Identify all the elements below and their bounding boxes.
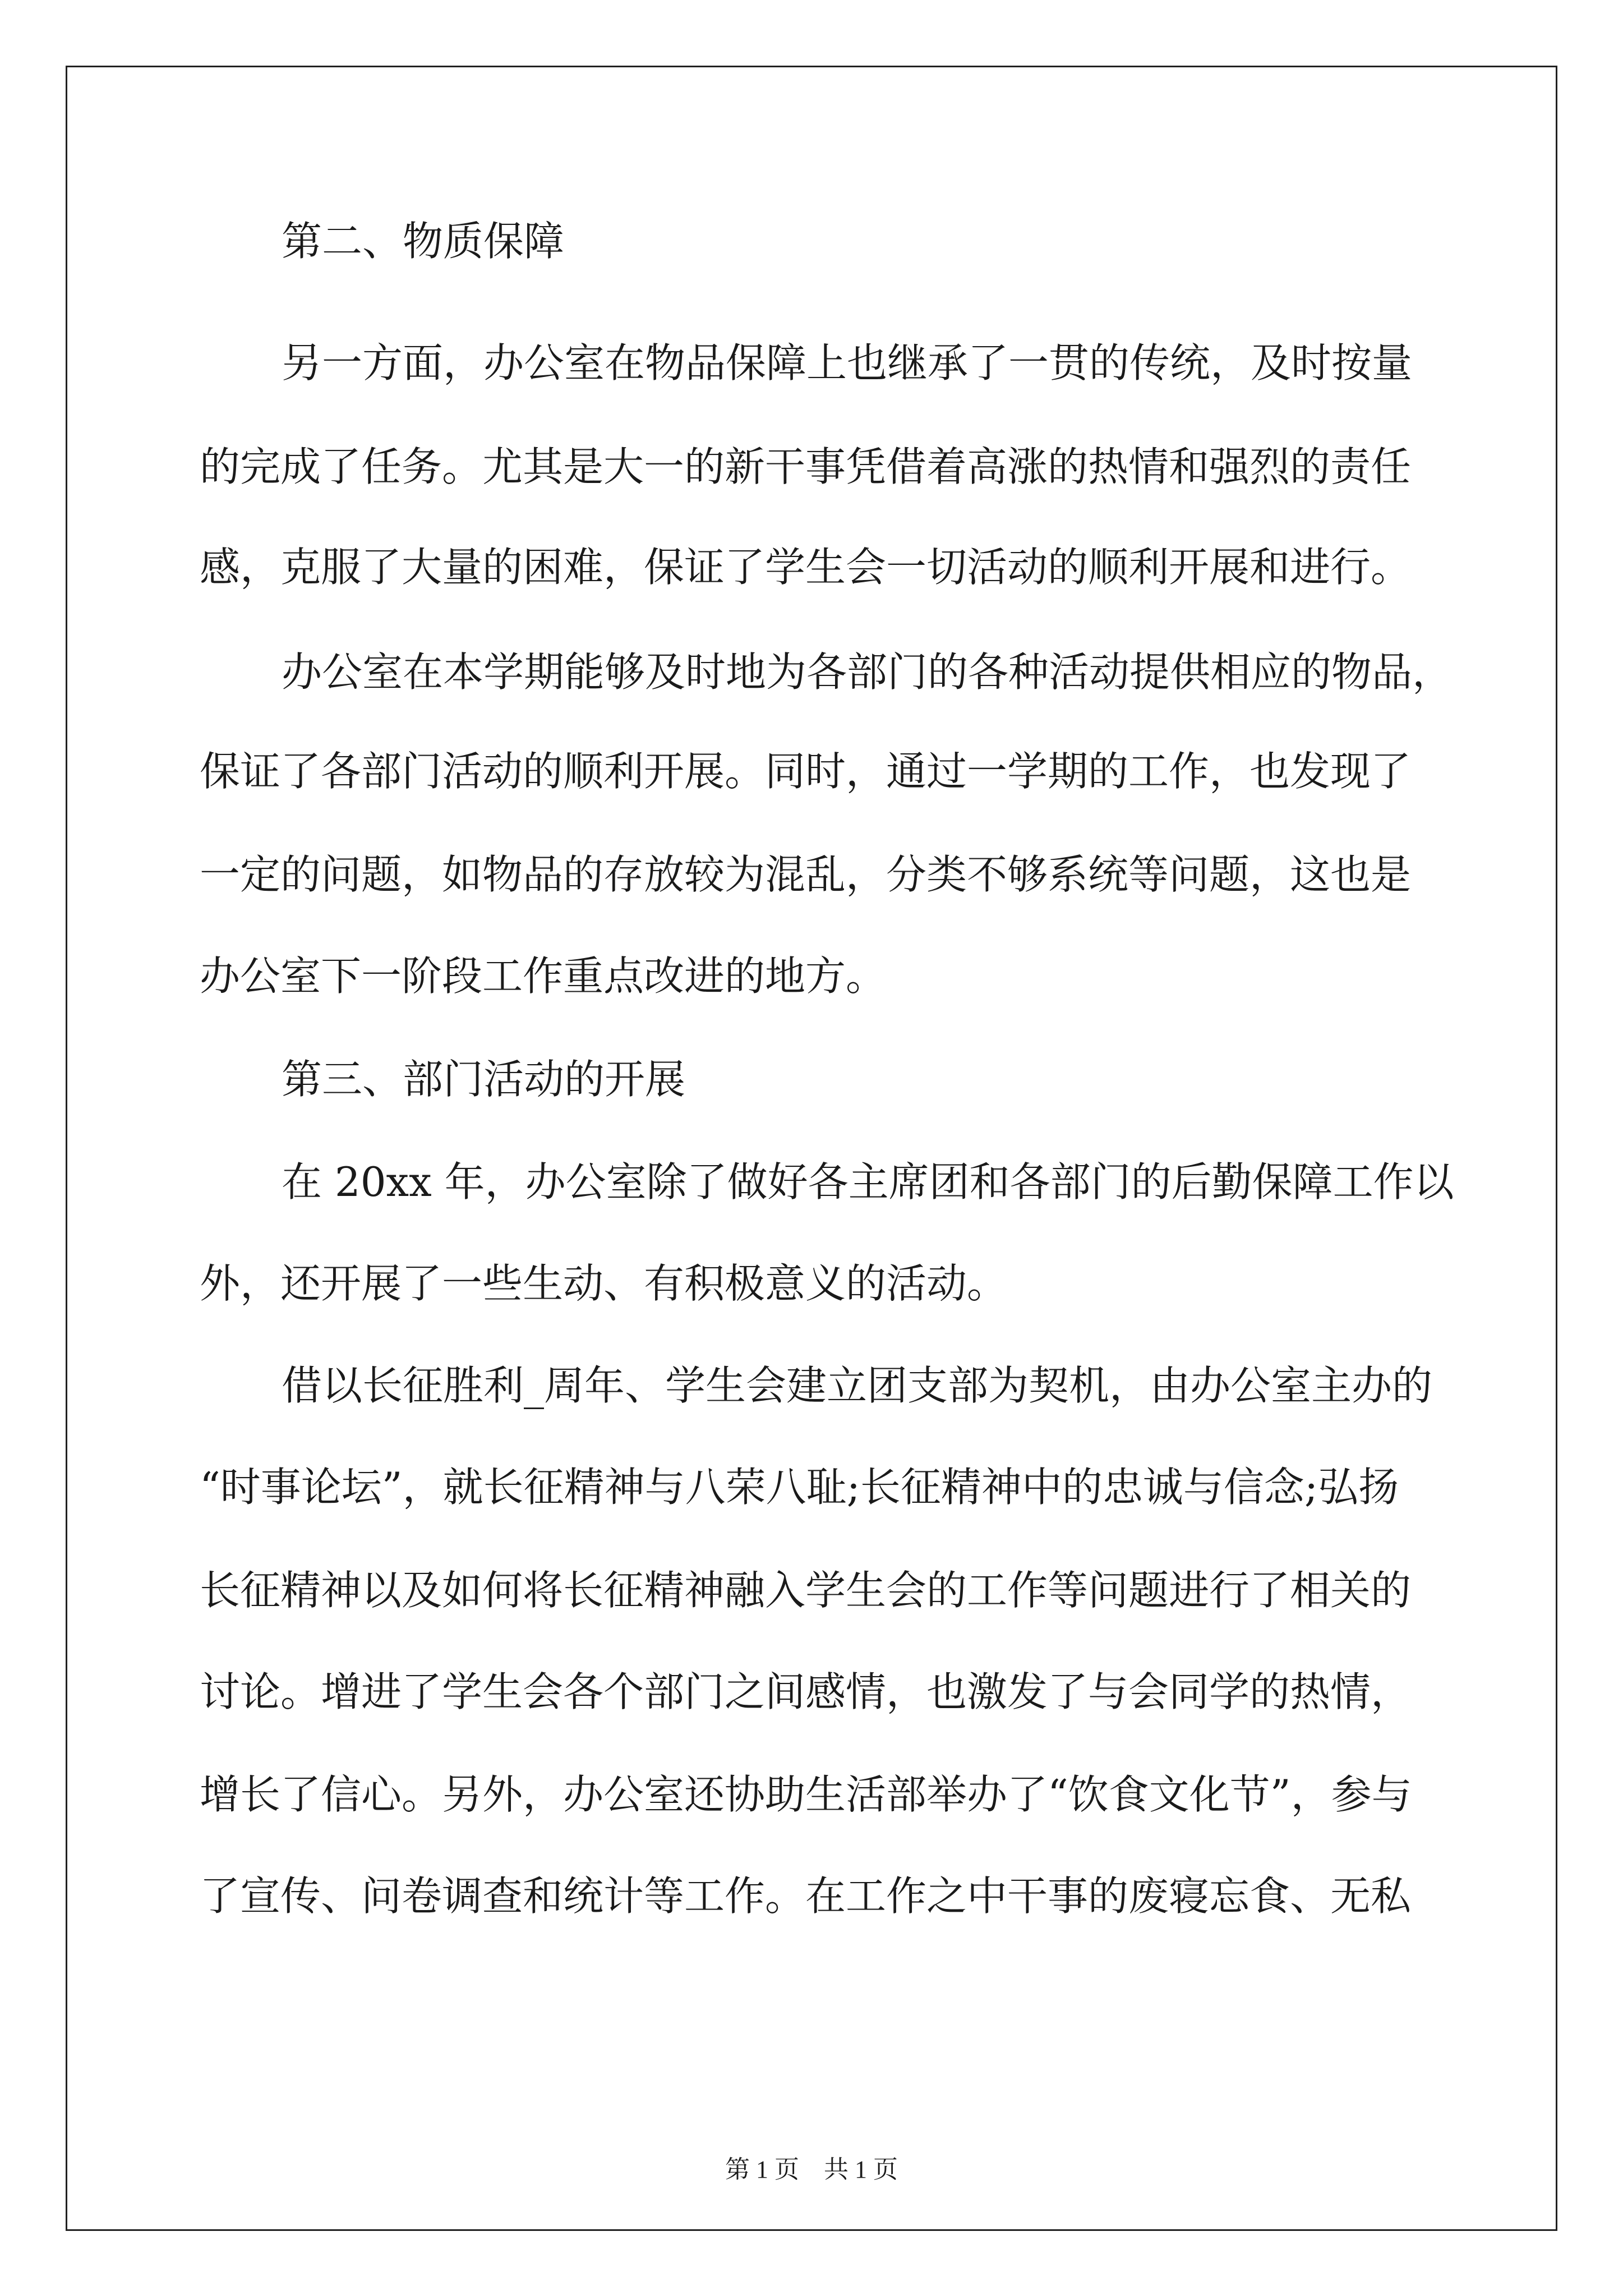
paragraph-line: 在 20xx 年，办公室除了做好各主席团和各部门的后勤保障工作以 [282, 1158, 1454, 1205]
paragraph-line: 感，克服了大量的困难，保证了学生会一切活动的顺利开展和进行。 [200, 544, 1412, 591]
paragraph-line: 借以长征胜利_周年、学生会建立团支部为契机，由办公室主办的 [282, 1362, 1433, 1409]
section-heading: 第二、物质保障 [282, 218, 565, 265]
paragraph-line: “时事论坛”，就长征精神与八荣八耻;长征精神中的忠诚与信念;弘扬 [200, 1464, 1399, 1511]
section-heading: 第三、部门活动的开展 [282, 1056, 686, 1103]
paragraph-line: 的完成了任务。尤其是大一的新干事凭借着高涨的热情和强烈的责任 [200, 443, 1412, 490]
paragraph-line: 一定的问题，如物品的存放较为混乱，分类不够系统等问题，这也是 [200, 851, 1412, 898]
paragraph-line: 讨论。增进了学生会各个部门之间感情，也激发了与会同学的热情， [200, 1668, 1412, 1715]
page-number: 第 1 页 共 1 页 [725, 2156, 898, 2183]
paragraph-line: 另一方面，办公室在物品保障上也继承了一贯的传统，及时按量 [282, 339, 1413, 386]
paragraph-line: 办公室在本学期能够及时地为各部门的各种活动提供相应的物品， [282, 648, 1453, 696]
paragraph-line: 增长了信心。另外，办公室还协助生活部举办了“饮食文化节”，参与 [200, 1771, 1412, 1818]
paragraph-line: 办公室下一阶段工作重点改进的地方。 [200, 953, 887, 1000]
paragraph-line: 长征精神以及如何将长征精神融入学生会的工作等问题进行了相关的 [200, 1567, 1412, 1614]
paragraph-line: 了宣传、问卷调查和统计等工作。在工作之中干事的废寝忘食、无私 [200, 1872, 1412, 1920]
paragraph-line: 外，还开展了一些生动、有积极意义的活动。 [200, 1260, 1008, 1307]
paragraph-line: 保证了各部门活动的顺利开展。同时，通过一学期的工作，也发现了 [200, 748, 1412, 795]
